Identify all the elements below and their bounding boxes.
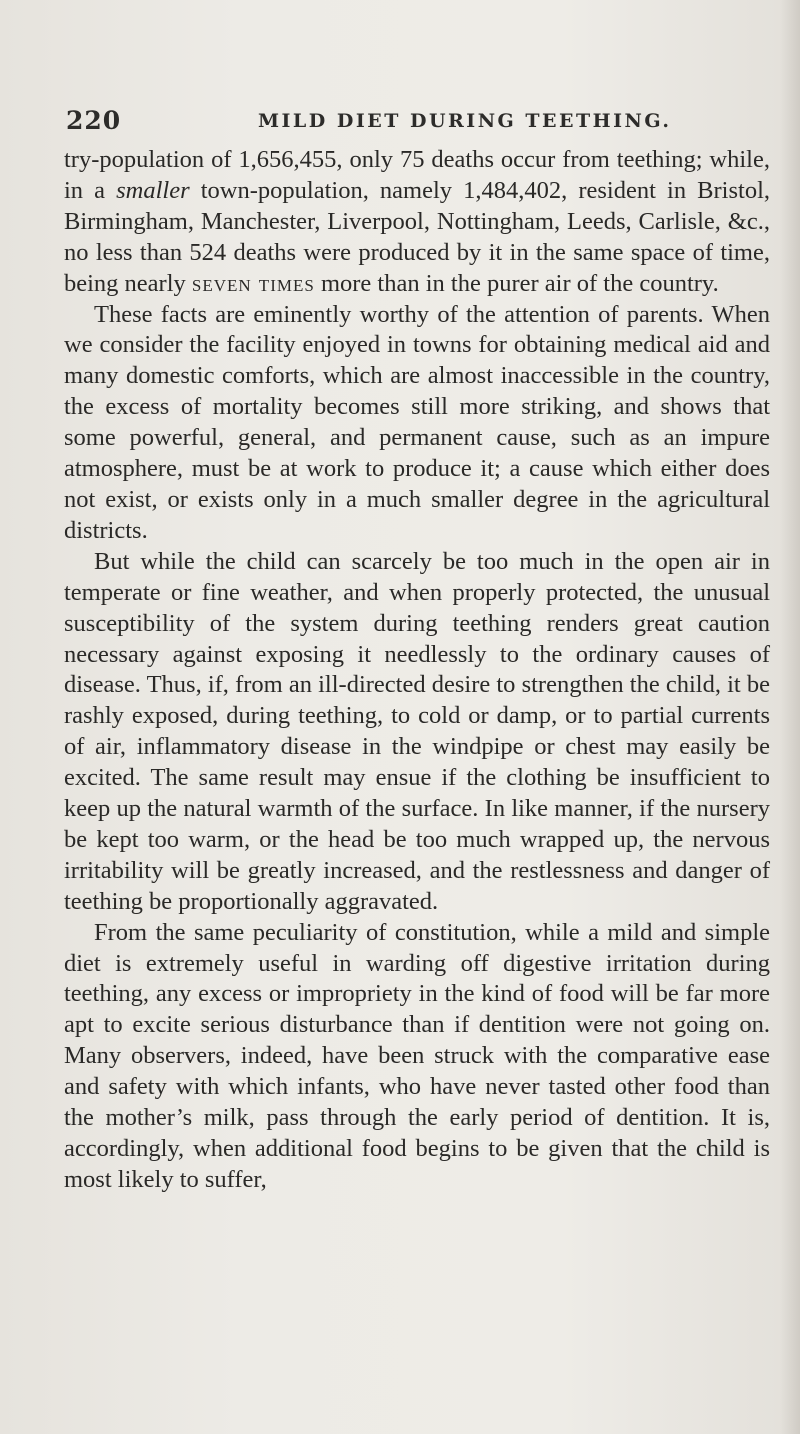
paragraph-2: These facts are eminently worthy of the attention of parents. When we consider the facility enjoyed in towns for obtaining medical aid and many domestic comforts, which are almost inaccessible in the country, the excess of mortality becomes still more striking, and shows that some powerful, general, and permanent cause, such as an impure atmosphere, must be at work to produce it; a cause which either does not exist, or exists only in a much smaller degree in the agricultural districts. bbox=[64, 300, 770, 544]
body-text bbox=[64, 145, 770, 1196]
small-caps-seven-times: seven times bbox=[191, 269, 315, 297]
paragraph-3: But while the child can scarcely be too much in the open air in temperate or fine weather, and when properly protected, the unusual susceptibility of the system during teething renders great caution necessary against exposing it needlessly to the ordinary causes of disease. Thus, if, from an ill-directed desire to strengthen the child, it be rashly exposed, during teething, to cold or damp, or to partial currents of air, inflammatory disease in the windpipe or chest may easily be excited. The same result may ensue if the clothing be insufficient to keep up the natural warmth of the surface. In like manner, if the nursery be kept too warm, or the head be too much wrapped up, the nervous irritability will be greatly increased, and the restlessness and danger of teething be proportionally aggravated. bbox=[64, 547, 770, 915]
emphasis-smaller: smaller bbox=[116, 176, 190, 204]
running-head: MILD DIET DURING TEETHING. bbox=[258, 110, 672, 132]
paragraph-1-text-cont: town-population, namely 1,484,402, resident in Bristol, Birmingham, Manchester, Liverpool, Nottingham, Leeds, Carlisle, &c., no less than 524 deaths were produced by it in the same space of time, being nearly bbox=[64, 176, 770, 297]
paragraph-1-text-end: more than in the purer air of the country. bbox=[314, 269, 719, 297]
paragraph-4: From the same peculiarity of constitution, while a mild and simple diet is extremely useful in warding off digestive irritation during teething, any excess or impropriety in the kind of food will be far more apt to excite serious disturbance than if dentition were not going on. Many observers, indeed, have been struck with the comparative ease and safety with which infants, who have never tasted other food than the mother’s milk, pass through the early period of dentition. It is, accordingly, when additional food begins to be given that the child is most likely to suffer, bbox=[64, 918, 770, 1193]
page-number: 220 bbox=[66, 106, 122, 135]
paragraph-1 bbox=[64, 145, 770, 300]
page-header bbox=[66, 106, 766, 140]
paragraph-1-text: try-population of 1,656,455, only 75 deaths occur from teething; while, in a bbox=[64, 146, 770, 204]
